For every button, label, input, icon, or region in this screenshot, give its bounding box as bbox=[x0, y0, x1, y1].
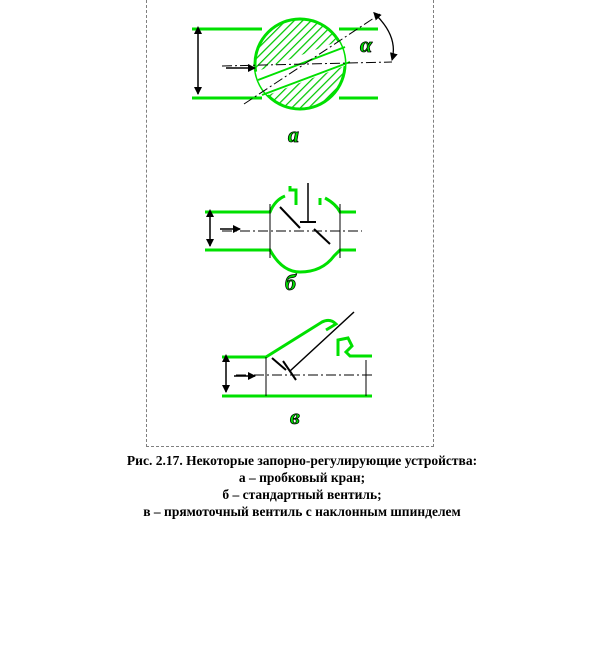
body-top-oblique bbox=[222, 320, 336, 357]
label-b: б bbox=[285, 270, 296, 295]
caption-line-v: в – прямоточный вентиль с наклонным шпинделем bbox=[143, 504, 461, 519]
plug-valve-drawing bbox=[192, 14, 393, 147]
valve-disc-c bbox=[283, 361, 296, 380]
label-v: в bbox=[290, 404, 300, 429]
bonnet-left bbox=[290, 186, 296, 205]
globe-valve-drawing bbox=[205, 183, 362, 295]
angle-label: α bbox=[360, 32, 373, 57]
angle-arc bbox=[378, 17, 393, 60]
caption-line-a: а – пробковый кран; bbox=[238, 470, 366, 485]
caption-title: Рис. 2.17. Некоторые запорно-регулирующие устройства: bbox=[126, 453, 478, 468]
body-top-left bbox=[205, 196, 285, 212]
body-bottom bbox=[205, 250, 356, 272]
caption-line-b: б – стандартный вентиль; bbox=[222, 487, 382, 502]
label-a: а bbox=[288, 122, 299, 147]
body-top-right-c bbox=[338, 338, 372, 356]
oblique-valve-drawing bbox=[222, 312, 372, 429]
figure-caption bbox=[0, 452, 604, 520]
partition-upper bbox=[280, 207, 300, 228]
